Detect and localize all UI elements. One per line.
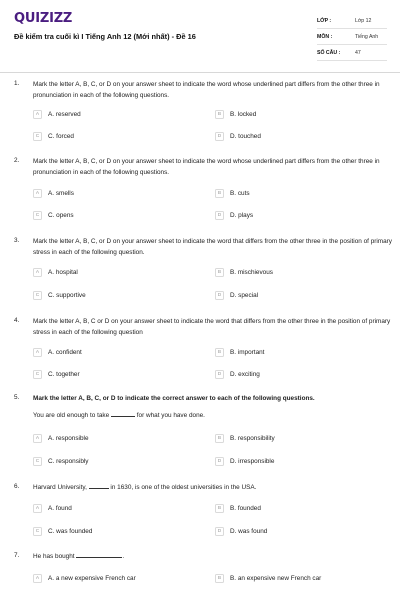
option-b[interactable] [215,267,273,277]
option-key-box: B [215,574,224,583]
option-key-box: C [33,132,42,141]
option-a[interactable] [33,109,81,119]
option-b[interactable] [215,573,321,583]
option-text: A. responsible [48,434,89,442]
option-text: B. mischievous [230,268,273,276]
option-key-box: A [33,504,42,513]
option-text: C. was founded [48,527,93,535]
option-text: D. exciting [230,370,260,378]
option-c[interactable] [33,369,80,379]
question-text [33,552,395,563]
option-key-box: B [215,504,224,513]
option-text: A. hospital [48,268,78,276]
option-d[interactable] [215,526,267,536]
option-a[interactable] [33,267,78,277]
quizizz-logo: QUIZIZZ [14,11,73,26]
option-text: C. opens [48,211,74,219]
option-a[interactable] [33,433,89,443]
option-text: D. irresponsible [230,457,275,465]
stem-text-before: You are old enough to take [33,412,110,419]
question-text: Mark the letter A, B, C, or D on your answer sheet to indicate the word whose underlined part differs from the other three in pronunciation in each of the following questions. [33,158,380,176]
option-b[interactable] [215,503,261,513]
question-text: Mark the letter A, B, C or D on your answer sheet to indicate the word that differs from the other three in the position of primary stress in each of the following question [33,318,391,336]
option-b[interactable] [215,188,250,198]
question-number: 7. [14,552,20,559]
option-key-box: A [33,110,42,119]
option-key-box: A [33,189,42,198]
option-d[interactable] [215,456,274,466]
answer-blank [76,557,122,558]
meta-table [317,13,387,61]
option-text: B. responsibility [230,434,275,442]
option-key-box: D [215,457,224,466]
option-key-box: D [215,291,224,300]
option-d[interactable] [215,369,260,379]
question-number: 6. [14,483,20,490]
meta-row-subject [317,29,387,45]
option-key-box: C [33,457,42,466]
option-text: B. an expensive new French car [230,574,322,582]
option-b[interactable] [215,109,256,119]
option-key-box: C [33,291,42,300]
option-key-box: D [215,211,224,220]
option-a[interactable] [33,347,82,357]
option-a[interactable] [33,503,72,513]
option-text: C. together [48,370,80,378]
meta-value: 47 [355,49,361,56]
question-number: 2. [14,157,20,164]
option-text: C. supportive [48,291,86,299]
option-a[interactable] [33,573,136,583]
option-text: B. locked [230,110,257,118]
option-text: A. confident [48,348,82,356]
option-c[interactable] [33,526,92,536]
meta-label: LỚP : [317,17,332,24]
meta-row-grade [317,13,387,29]
option-text: D. special [230,291,259,299]
stem-text-after: in 1630, is one of the oldest universities in the USA. [110,484,257,491]
option-key-box: B [215,268,224,277]
stem-text-before: He has bought [33,553,75,560]
option-d[interactable] [215,131,261,141]
option-key-box: D [215,132,224,141]
option-text: D. was found [230,527,268,535]
option-key-box: C [33,527,42,536]
option-text: A. reserved [48,110,81,118]
option-key-box: B [215,110,224,119]
question-text [33,483,395,494]
option-text: C. responsibly [48,457,89,465]
question-number: 4. [14,317,20,324]
meta-row-question-count [317,45,387,61]
option-text: A. smells [48,189,74,197]
option-key-box: B [215,434,224,443]
question-text: Mark the letter A, B, C, or D on your answer sheet to indicate the word that differs from the other three in the position of primary stress in each of the following question. [33,238,392,256]
question-stem [33,412,205,419]
option-text: C. forced [48,132,74,140]
stem-text-after: for what you have done. [136,412,205,419]
document-title: Đề kiểm tra cuối kì I Tiếng Anh 12 (Mới nhất) - Đề 16 [14,32,196,41]
option-key-box: B [215,189,224,198]
option-text: B. cuts [230,189,250,197]
option-key-box: C [33,211,42,220]
option-text: D. plays [230,211,254,219]
stem-text-before: Harvard University, [33,484,87,491]
option-c[interactable] [33,290,86,300]
option-text: A. a new expensive French car [48,574,136,582]
option-key-box: A [33,268,42,277]
option-key-box: B [215,348,224,357]
option-c[interactable] [33,210,74,220]
option-text: D. touched [230,132,261,140]
option-text: A. found [48,504,72,512]
option-a[interactable] [33,188,74,198]
answer-blank [111,416,135,417]
question-number: 3. [14,237,20,244]
option-key-box: D [215,370,224,379]
question-text: Mark the letter A, B, C, or D to indicate the correct answer to each of the following questions. [33,395,315,402]
option-key-box: D [215,527,224,536]
meta-value: Tiếng Anh [355,33,379,40]
meta-label: SỐ CÂU : [317,49,341,56]
option-b[interactable] [215,433,275,443]
stem-text-after: . [122,553,125,560]
option-c[interactable] [33,456,89,466]
page-header [0,0,400,66]
option-c[interactable] [33,131,74,141]
option-b[interactable] [215,347,264,357]
question-number: 1. [14,80,20,87]
option-d[interactable] [215,210,253,220]
question-text: Mark the letter A, B, C, or D on your answer sheet to indicate the word whose underlined part differs from the other three in pronunciation in each of the following questions. [33,81,380,99]
option-text: B. founded [230,504,261,512]
meta-label: MÔN : [317,33,333,40]
header-divider [0,72,400,73]
meta-value: Lớp 12 [355,17,372,24]
option-key-box: A [33,434,42,443]
option-text: B. important [230,348,265,356]
answer-blank [89,488,109,489]
option-key-box: C [33,370,42,379]
question-number: 5. [14,394,20,401]
option-key-box: A [33,574,42,583]
option-key-box: A [33,348,42,357]
option-d[interactable] [215,290,258,300]
